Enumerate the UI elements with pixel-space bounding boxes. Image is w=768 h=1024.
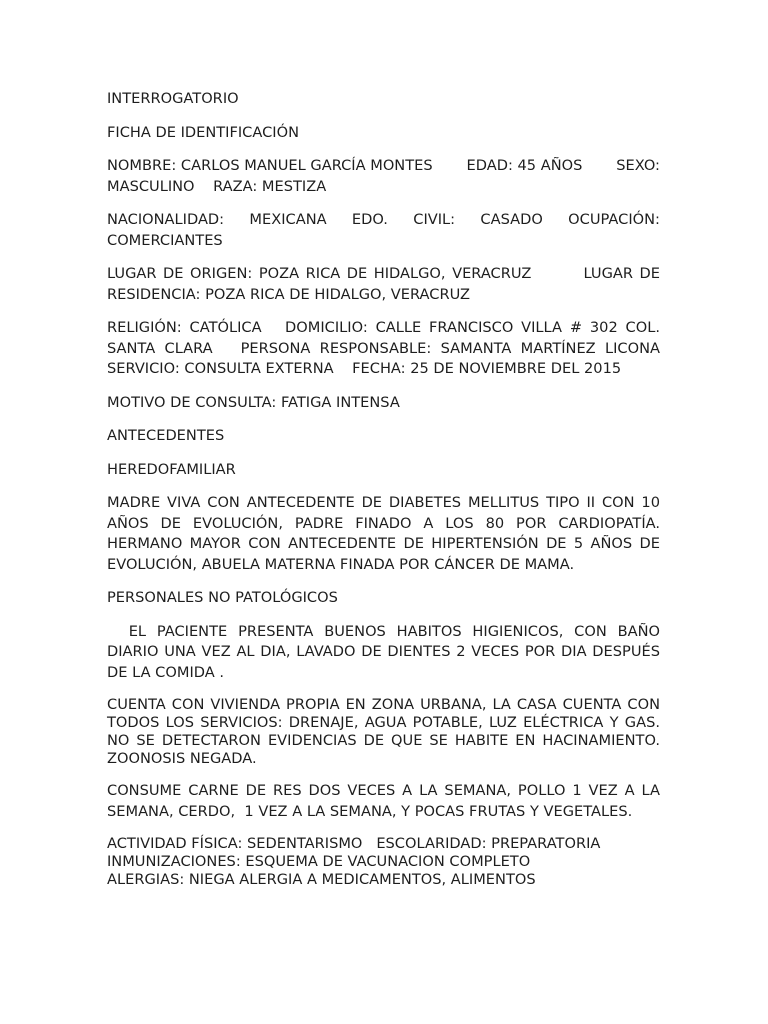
nationality-value: MEXICANA bbox=[249, 211, 327, 228]
activity-line: ACTIVIDAD FÍSICA: SEDENTARISMO ESCOLARIDAD: PREPARATORIA bbox=[107, 835, 601, 852]
civil-state-label-a: EDO. bbox=[351, 211, 388, 228]
civil-state-label-b: CIVIL: bbox=[413, 211, 456, 228]
section-heading-antecedentes: ANTECEDENTES bbox=[107, 427, 225, 444]
civil-state-value: CASADO bbox=[480, 211, 543, 228]
nationality-label: NACIONALIDAD: bbox=[107, 211, 225, 228]
origin-paragraph: LUGAR DE ORIGEN: POZA RICA DE HIDALGO, VERACRUZ LUGAR DE RESIDENCIA: POZA RICA DE HIDALGO, VERACRUZ bbox=[107, 265, 665, 303]
occupation-label: OCUPACIÓN: bbox=[568, 211, 660, 228]
allergies-line: ALERGIAS: NIEGA ALERGIA A MEDICAMENTOS, ALIMENTOS bbox=[107, 871, 536, 888]
identification-line-1 bbox=[107, 156, 660, 177]
identification-paragraph bbox=[107, 156, 660, 197]
nationality-line-1 bbox=[107, 210, 660, 231]
nationality-paragraph bbox=[107, 210, 660, 251]
patient-age: EDAD: 45 AÑOS bbox=[466, 157, 583, 174]
patient-name: NOMBRE: CARLOS MANUEL GARCÍA MONTES bbox=[107, 157, 433, 174]
identification-line-2: MASCULINO RAZA: MESTIZA bbox=[107, 177, 327, 195]
diet-paragraph: CONSUME CARNE DE RES DOS VECES A LA SEMANA, POLLO 1 VEZ A LA SEMANA, CERDO, 1 VEZ A LA SEMANA, Y POCAS FRUTAS Y VEGETALES. bbox=[107, 782, 665, 820]
section-heading-personales: PERSONALES NO PATOLÓGICOS bbox=[107, 589, 338, 606]
hygiene-paragraph: EL PACIENTE PRESENTA BUENOS HABITOS HIGIENICOS, CON BAÑO DIARIO UNA VEZ AL DIA, LAVADO DE DIENTES 2 VECES POR DIA DESPUÉS DE LA COMIDA . bbox=[107, 622, 665, 681]
activity-paragraph bbox=[107, 835, 660, 889]
document-page bbox=[107, 89, 665, 889]
consultation-reason: MOTIVO DE CONSULTA: FATIGA INTENSA bbox=[107, 393, 400, 411]
section-heading-heredofamiliar: HEREDOFAMILIAR bbox=[107, 460, 236, 478]
document-title: INTERROGATORIO bbox=[107, 90, 239, 107]
religion-address-paragraph: RELIGIÓN: CATÓLICA DOMICILIO: CALLE FRANCISCO VILLA # 302 COL. SANTA CLARA PERSONA RESPONSABLE: SAMANTA MARTÍNEZ LICONA SERVICIO: CONSULTA EXTERNA FECHA: 25 DE NOVIEMBRE DEL 2015 bbox=[107, 319, 665, 377]
immunizations-line: INMUNIZACIONES: ESQUEMA DE VACUNACION COMPLETO bbox=[107, 853, 531, 870]
heredofamiliar-paragraph: MADRE VIVA CON ANTECEDENTE DE DIABETES MELLITUS TIPO II CON 10 AÑOS DE EVOLUCIÓN, PADRE FINADO A LOS 80 POR CARDIOPATÍA. HERMANO MAYOR CON ANTECEDENTE DE HIPERTENSIÓN DE 5 AÑOS DE EVOLUCIÓN, ABUELA MATERNA FINADA POR CÁNCER DE MAMA. bbox=[107, 494, 660, 573]
occupation-value: COMERCIANTES bbox=[107, 231, 223, 249]
patient-sex-label: SEXO: bbox=[616, 157, 660, 174]
section-heading-identificacion: FICHA DE IDENTIFICACIÓN bbox=[107, 123, 299, 141]
housing-paragraph: CUENTA CON VIVIENDA PROPIA EN ZONA URBANA, LA CASA CUENTA CON TODOS LOS SERVICIOS: DRENAJE, AGUA POTABLE, LUZ ELÉCTRICA Y GAS. NO SE DETECTARON EVIDENCIAS DE QUE SE HABITE EN HACINAMIENTO. ZOONOSIS NEGADA. bbox=[107, 696, 660, 767]
